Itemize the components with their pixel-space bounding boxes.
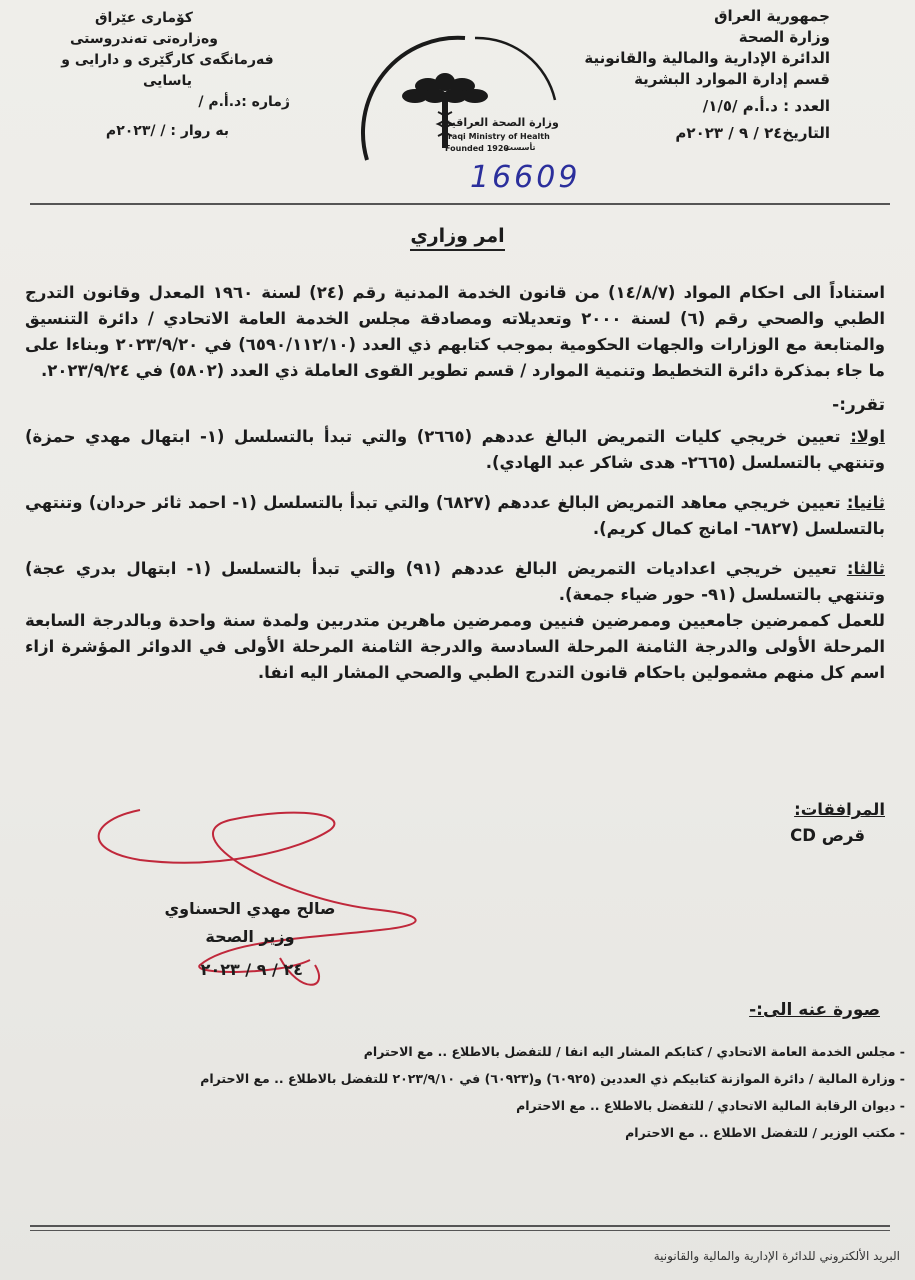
logo-name-ar: وزارة الصحة العراقية [445, 116, 559, 129]
logo-founded-ar: تأسست [505, 143, 536, 152]
order-item: اولا: تعيين خريجي كليات التمريض البالغ عددهم (٢٦٦٥) والتي تبدأ بالتسلسل (١- ابتهال مهدي حمزة) وتنتهي بالتسلسل (٢٦٦٥- هدى شاكر عبد الهادي). [25, 427, 885, 472]
attachments-value: قرص CD [790, 826, 865, 845]
logo-founded: Founded 1920 [445, 144, 509, 153]
country-name: جمهورية العراق [714, 7, 830, 25]
attachments-heading: المرافقات: [794, 800, 885, 819]
logo-name-en: Iraqi Ministry of Health [445, 132, 550, 141]
header-left [45, 8, 290, 142]
copy-recipient: - مكتب الوزير / للتفضل الاطلاع .. مع الاحترام [625, 1125, 905, 1140]
signatory-name: صالح مهدي الحسناوي [164, 899, 336, 918]
ministry-logo [345, 30, 580, 170]
closing-paragraph: للعمل كممرضين جامعيين وممرضين فنيين وممرضين ماهرين متدربين ولمدة سنة واحدة وبالدرجة السابعة المرحلة الأولى والدرجة الثامنة المرحلة السادسة والدرجة الثامنة المرحلة الأولى في الدوائر المؤشرة ازاء اسم كل منهم مشمولين باحكام قانون التدرج الطبي والصحي المشار اليه انفا. [25, 611, 885, 682]
preamble-paragraph: استناداً الى احكام المواد (١٤/٨/٧) من قانون الخدمة المدنية رقم (٢٤) لسنة ١٩٦٠ المعدل وقانون التدرج الطبي والصحي رقم (٦) لسنة ٢٠٠٠ وتعديلاته ومصادقة مجلس الخدمة العامة الاتحادي / دائرة التنسيق والمتابعة مع الوزارات والجهات الحكومية بموجب كتابهم ذي العدد (٦٥٩٠/١١٢/١٠) في ٢٠٢٣/٩/٢٠ وبناءا على ما جاء بمذكرة دائرة التخطيط وتنمية الموارد / قسم تطوير القوى العاملة ذي العدد (٥٨٠٢) في ٢٠٢٣/٩/٢٤. [25, 283, 885, 380]
footer-text: البريد الألكتروني للدائرة الإدارية والمالية والقانونية [653, 1249, 900, 1263]
decided-heading: تقرر:- [832, 395, 885, 415]
section-name: قسم إدارة الموارد البشرية [634, 70, 830, 88]
footer-divider [30, 1225, 890, 1227]
header-divider [30, 203, 890, 205]
order-item: ثانيا: تعيين خريجي معاهد التمريض البالغ عددهم (٦٨٢٧) والتي تبدأ بالتسلسل (١- احمد ثائر حردان) وتنتهي بالتسلسل (٦٨٢٧- امانج كمال كريم). [25, 493, 885, 538]
signatory-block [150, 895, 350, 951]
order-body [25, 280, 885, 686]
items-list [25, 424, 885, 608]
copies-list [25, 1038, 905, 1146]
ministry-name: وزارة الصحة [738, 28, 830, 46]
signatory-title: وزير الصحة [205, 927, 295, 946]
ministry-name-ku: وەزارەتی تەندروستی [70, 31, 218, 47]
document-date: التاريخ٢٤ / ٩ / ٢٠٢٣م [675, 124, 830, 142]
footer-divider-thin [30, 1230, 890, 1231]
reference-number: العدد : د.أ.م /١/٥/ [702, 97, 830, 115]
copies-heading: صورة عنه الى:- [749, 1000, 880, 1020]
incoming-stamp-number: 16609 [470, 160, 581, 195]
department-name-ku: فەرمانگەی کارگێری و دارایی و یاسایی [61, 52, 274, 89]
reference-number-ku: ژمارە :د.أ.م / [198, 94, 290, 110]
signature-date: ٢٤ / ٩ / ٢٠٢٣ [200, 960, 303, 979]
order-item: ثالثا: تعيين خريجي اعداديات التمريض البالغ عددهم (٩١) والتي تبدأ بالتسلسل (١- ابتهال بدري عجة) وتنتهي بالتسلسل (٩١- حور ضياء جمعة). [25, 559, 885, 604]
order-title: امر وزاري [0, 225, 915, 247]
department-name: الدائرة الإدارية والمالية والقانونية [584, 49, 830, 67]
header-right [570, 6, 830, 144]
copy-recipient: - مجلس الخدمة العامة الاتحادي / كتابكم المشار اليه انفا / للتفضل بالاطلاع .. مع الاحترام [363, 1044, 905, 1059]
copy-recipient: - ديوان الرقابة المالية الاتحادي / للتفضل بالاطلاع .. مع الاحترام [516, 1098, 905, 1113]
document-date-ku: بە روار : / /٢٠٢٣م [105, 123, 230, 139]
copy-recipient: - وزارة المالية / دائرة الموازنة كتابيكم ذي العددين (٦٠٩٢٥) و(٦٠٩٢٣) في ٢٠٢٣/٩/١٠ للتفضل بالاطلاع .. مع الاحترام [200, 1071, 905, 1086]
country-name-ku: كۆماری عێراق [95, 10, 193, 26]
